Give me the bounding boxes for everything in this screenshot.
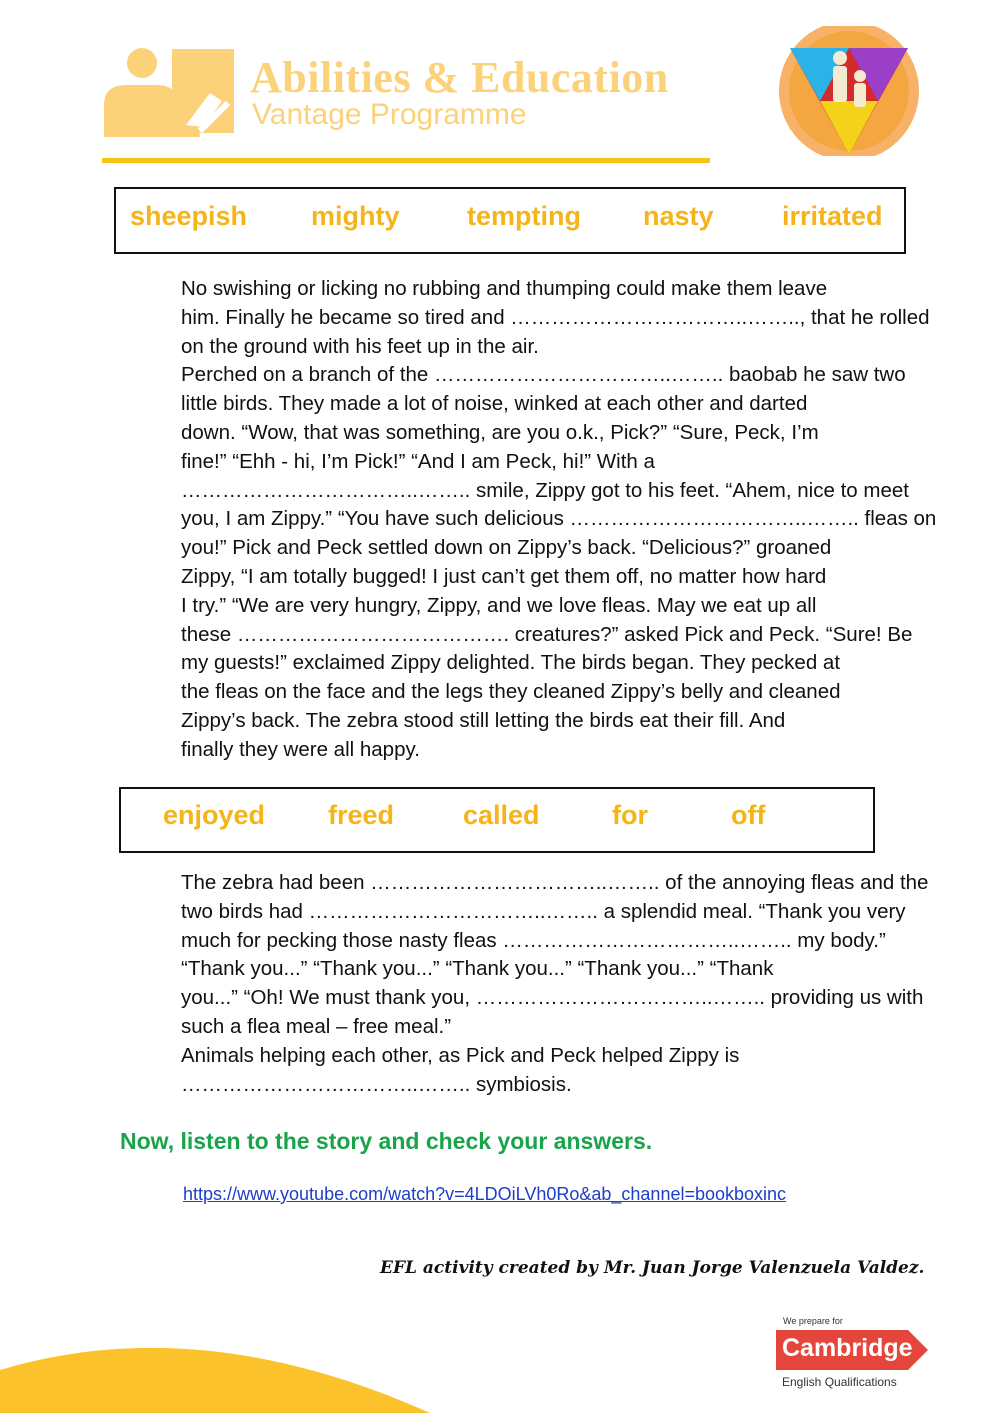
family-triangle-emblem-icon: [776, 26, 922, 156]
word-bank-item: enjoyed: [163, 800, 266, 830]
brand-subtitle: Vantage Programme: [252, 98, 527, 131]
text-line: Perched on a branch of the ……………………………..…….. baobab he saw two: [181, 363, 906, 387]
story-paragraph-1: [181, 275, 937, 765]
text-line: “Thank you...” “Thank you...” “Thank you...” “Thank you...” “Thank: [181, 957, 774, 981]
word-bank-item: called: [463, 800, 540, 830]
text-line: two birds had ……………………………..…….. a splendid meal. “Thank you very: [181, 899, 906, 923]
text-line: these …………………………………. creatures?” asked Pick and Peck. “Sure! Be: [181, 622, 913, 646]
text-line: The zebra had been ……………………………..…….. of the annoying fleas and the: [181, 871, 929, 894]
word-bank-item: off: [731, 800, 766, 830]
listening-instruction: Now, listen to the story and check your answers.: [120, 1128, 653, 1154]
text-line: much for pecking those nasty fleas ……………………………..…….. my body.”: [181, 928, 886, 952]
text-line: my guests!” exclaimed Zippy delighted. The birds began. They pecked at: [181, 651, 841, 675]
word-bank-item: irritated: [782, 201, 883, 231]
text-line: finally they were all happy.: [181, 737, 420, 761]
word-bank-2: [119, 787, 875, 853]
text-line: the fleas on the face and the legs they cleaned Zippy’s belly and cleaned: [181, 680, 841, 704]
text-line: on the ground with his feet up in the air.: [181, 334, 539, 358]
text-line: you, I am Zippy.” “You have such delicious ……………………………..…….. fleas on: [181, 507, 937, 531]
cambridge-subtitle: English Qualifications: [782, 1375, 897, 1389]
word-bank-item: for: [612, 800, 648, 830]
text-line: ……………………………..…….. smile, Zippy got to his feet. “Ahem, nice to meet: [181, 478, 909, 502]
text-line: such a flea meal – free meal.”: [181, 1014, 452, 1038]
text-line: No swishing or licking no rubbing and thumping could make them leave: [181, 277, 828, 300]
cambridge-tagline: We prepare for: [783, 1316, 843, 1326]
text-line: Zippy, “I am totally bugged! I just can’t get them off, no matter how hard: [181, 564, 827, 588]
text-line: you...” “Oh! We must thank you, ……………………………..…….. providing us with: [181, 986, 924, 1010]
person-teaching-icon: [100, 45, 238, 137]
corner-wave-decoration: [0, 1330, 430, 1413]
story-video-link[interactable]: https://www.youtube.com/watch?v=4LDOiLVh0Ro&ab_channel=bookboxinc: [183, 1184, 787, 1204]
word-bank-item: sheepish: [130, 201, 248, 231]
author-credit: EFL activity created by Mr. Juan Jorge Valenzuela Valdez.: [380, 1258, 925, 1278]
header-divider: [102, 158, 710, 163]
text-line: Animals helping each other, as Pick and Peck helped Zippy is: [181, 1043, 740, 1067]
word-bank-item: mighty: [311, 201, 400, 231]
word-bank-item: freed: [328, 800, 395, 830]
cambridge-name: Cambridge: [782, 1334, 913, 1362]
text-line: little birds. They made a lot of noise, winked at each other and darted: [181, 392, 808, 416]
text-line: ……………………………..…….. symbiosis.: [181, 1072, 572, 1096]
word-bank-1: [114, 187, 906, 254]
word-bank-item: tempting: [467, 201, 581, 231]
text-line: I try.” “We are very hungry, Zippy, and we love fleas. May we eat up all: [181, 593, 817, 617]
word-bank-item: nasty: [643, 201, 714, 231]
text-line: him. Finally he became so tired and ……………………………..…….., that he rolled: [181, 305, 930, 329]
text-line: Zippy’s back. The zebra stood still letting the birds eat their fill. And: [181, 708, 786, 732]
text-line: you!” Pick and Peck settled down on Zippy’s back. “Delicious?” groaned: [181, 536, 832, 560]
brand-title: Abilities & Education: [250, 53, 669, 102]
text-line: fine!” “Ehh - hi, I’m Pick!” “And I am Peck, hi!” With a: [181, 449, 655, 473]
story-paragraph-2: [181, 869, 929, 1099]
text-line: down. “Wow, that was something, are you o.k., Pick?” “Sure, Peck, I’m: [181, 420, 819, 444]
